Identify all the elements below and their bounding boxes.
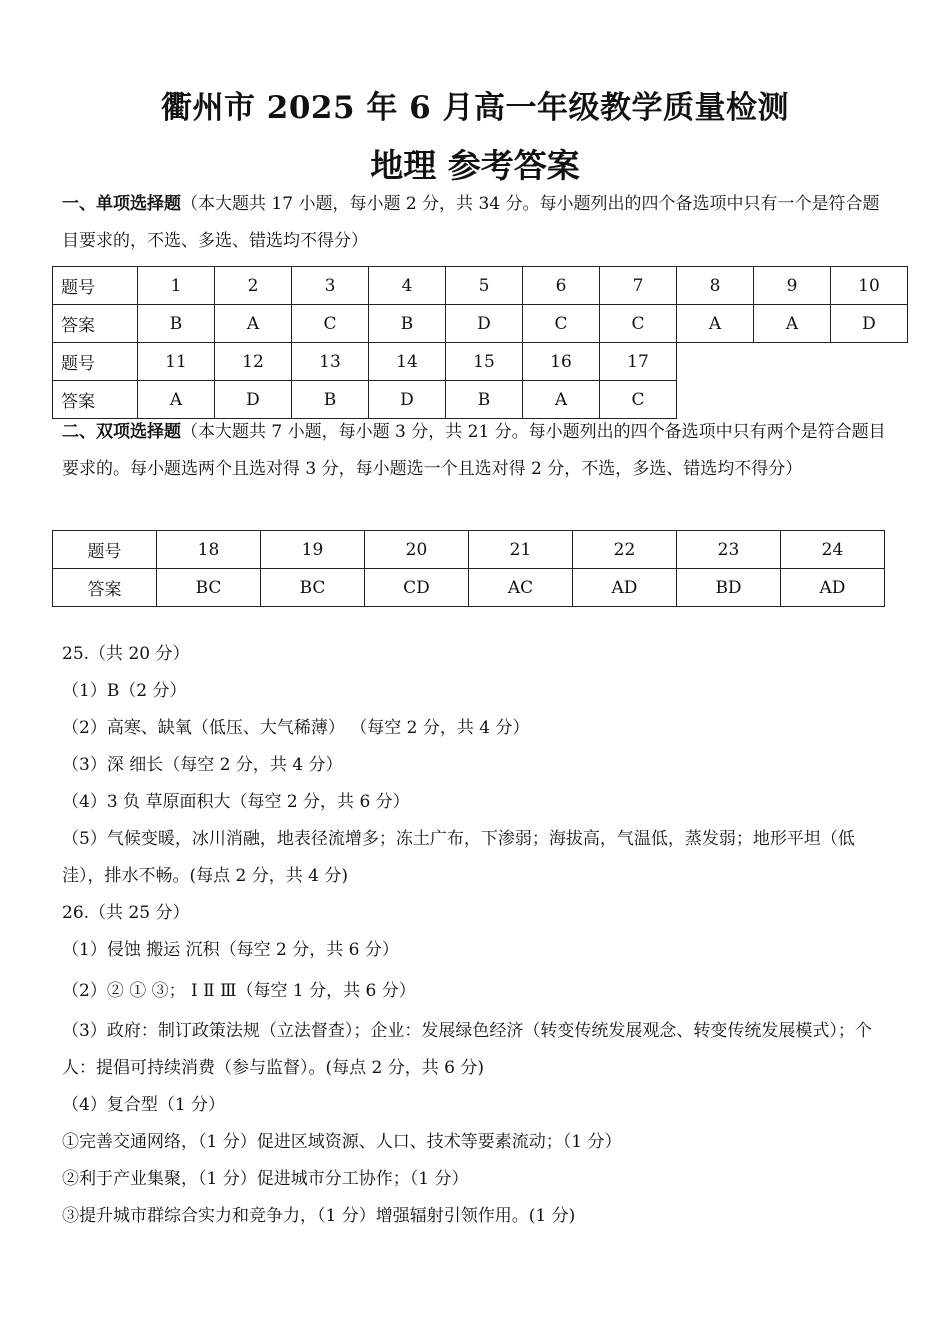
answer-line: ②利于产业集聚，（1 分）促进城市分工协作；（1 分） — [62, 1169, 469, 1189]
table-row — [53, 531, 885, 569]
answer-line: （2）高寒、缺氧（低压、大气稀薄） （每空 2 分，共 4 分） — [62, 718, 530, 738]
section1-heading: 一、单项选择题 — [62, 194, 181, 214]
answer-line: 25.（共 20 分） — [62, 644, 190, 664]
cell: 7 — [600, 267, 677, 305]
cell: CD — [365, 569, 469, 607]
label-answer: 答案 — [53, 569, 157, 607]
cell: 17 — [600, 343, 677, 381]
cell: C — [523, 305, 600, 343]
cell: 2 — [215, 267, 292, 305]
answer-line: （3）政府：制订政策法规（立法督查）；企业：发展绿色经济（转变传统发展观念、转变传统发展模式）；个人：提倡可持续消费（参与监督）。(每点 2 分，共 6 分) — [62, 1021, 872, 1078]
empty-cell — [754, 343, 831, 381]
cell: A — [677, 305, 754, 343]
cell: D — [369, 381, 446, 419]
empty-cell — [831, 381, 908, 419]
page-title: 衢州市 2025 年 6 月高一年级教学质量检测 — [160, 90, 790, 126]
empty-cell — [677, 343, 754, 381]
cell: 18 — [157, 531, 261, 569]
empty-cell — [831, 343, 908, 381]
answer-line: 26.（共 25 分） — [62, 903, 190, 923]
empty-cell — [677, 381, 754, 419]
cell: B — [138, 305, 215, 343]
cell: BD — [677, 569, 781, 607]
section2-desc: （本大题共 7 小题，每小题 3 分，共 21 分。每小题列出的四个备选项中只有两个是符合题目要求的。每小题选两个且选对得 3 分，每小题选一个且选对得 2 分，不选，多选、错选均不得分） — [62, 422, 886, 479]
answer-line: （4）复合型（1 分） — [62, 1095, 226, 1115]
cell: 19 — [261, 531, 365, 569]
cell: 21 — [469, 531, 573, 569]
answers-block — [62, 636, 892, 1235]
cell: B — [369, 305, 446, 343]
answer-line: （5）气候变暖，冰川消融，地表径流增多；冻土广布，下渗弱；海拔高，气温低，蒸发弱；地形平坦（低洼），排水不畅。(每点 2 分，共 4 分) — [62, 829, 855, 886]
label-answer: 答案 — [53, 305, 138, 343]
single-choice-table — [52, 266, 908, 419]
cell: 16 — [523, 343, 600, 381]
cell: A — [138, 381, 215, 419]
cell: A — [754, 305, 831, 343]
table-row — [53, 381, 908, 419]
page-subtitle: 地理 参考答案 — [370, 146, 580, 185]
cell: 23 — [677, 531, 781, 569]
cell: 13 — [292, 343, 369, 381]
cell: D — [831, 305, 908, 343]
cell: 9 — [754, 267, 831, 305]
section2-heading: 二、双项选择题 — [62, 422, 181, 442]
table-row — [53, 267, 908, 305]
double-choice-table — [52, 530, 885, 607]
cell: BC — [157, 569, 261, 607]
cell: 3 — [292, 267, 369, 305]
cell: 10 — [831, 267, 908, 305]
cell: 4 — [369, 267, 446, 305]
cell: 6 — [523, 267, 600, 305]
cell: A — [215, 305, 292, 343]
section2-intro — [62, 414, 892, 488]
cell: AC — [469, 569, 573, 607]
section1-desc: （本大题共 17 小题，每小题 2 分，共 34 分。每小题列出的四个备选项中只有一个是符合题目要求的，不选、多选、错选均不得分） — [62, 194, 880, 251]
cell: C — [600, 381, 677, 419]
answer-line: ①完善交通网络，（1 分）促进区域资源、人口、技术等要素流动；（1 分） — [62, 1132, 622, 1152]
cell: 15 — [446, 343, 523, 381]
cell: B — [446, 381, 523, 419]
empty-cell — [754, 381, 831, 419]
answer-line: （1）侵蚀 搬运 沉积（每空 2 分，共 6 分） — [62, 940, 399, 960]
table-row — [53, 343, 908, 381]
cell: BC — [261, 569, 365, 607]
cell: 12 — [215, 343, 292, 381]
label-question: 题号 — [53, 267, 138, 305]
cell: B — [292, 381, 369, 419]
cell: 1 — [138, 267, 215, 305]
answer-line: （1）B（2 分） — [62, 681, 187, 701]
cell: A — [523, 381, 600, 419]
cell: D — [215, 381, 292, 419]
answer-line: （2）② ① ③； Ⅰ Ⅱ Ⅲ（每空 1 分，共 6 分） — [62, 981, 416, 1001]
label-question: 题号 — [53, 531, 157, 569]
label-answer: 答案 — [53, 381, 138, 419]
answer-line: （3）深 细长（每空 2 分，共 4 分） — [62, 755, 343, 775]
cell: AD — [781, 569, 885, 607]
section1-intro — [62, 186, 892, 260]
cell: C — [292, 305, 369, 343]
cell: 8 — [677, 267, 754, 305]
cell: C — [600, 305, 677, 343]
answer-line: （4）3 负 草原面积大（每空 2 分，共 6 分） — [62, 792, 410, 812]
answer-line: ③提升城市群综合实力和竞争力，（1 分）增强辐射引领作用。(1 分) — [62, 1206, 576, 1226]
table-row — [53, 305, 908, 343]
cell: 11 — [138, 343, 215, 381]
cell: 5 — [446, 267, 523, 305]
cell: 14 — [369, 343, 446, 381]
label-question: 题号 — [53, 343, 138, 381]
cell: 20 — [365, 531, 469, 569]
cell: D — [446, 305, 523, 343]
cell: 22 — [573, 531, 677, 569]
cell: AD — [573, 569, 677, 607]
table-row — [53, 569, 885, 607]
cell: 24 — [781, 531, 885, 569]
